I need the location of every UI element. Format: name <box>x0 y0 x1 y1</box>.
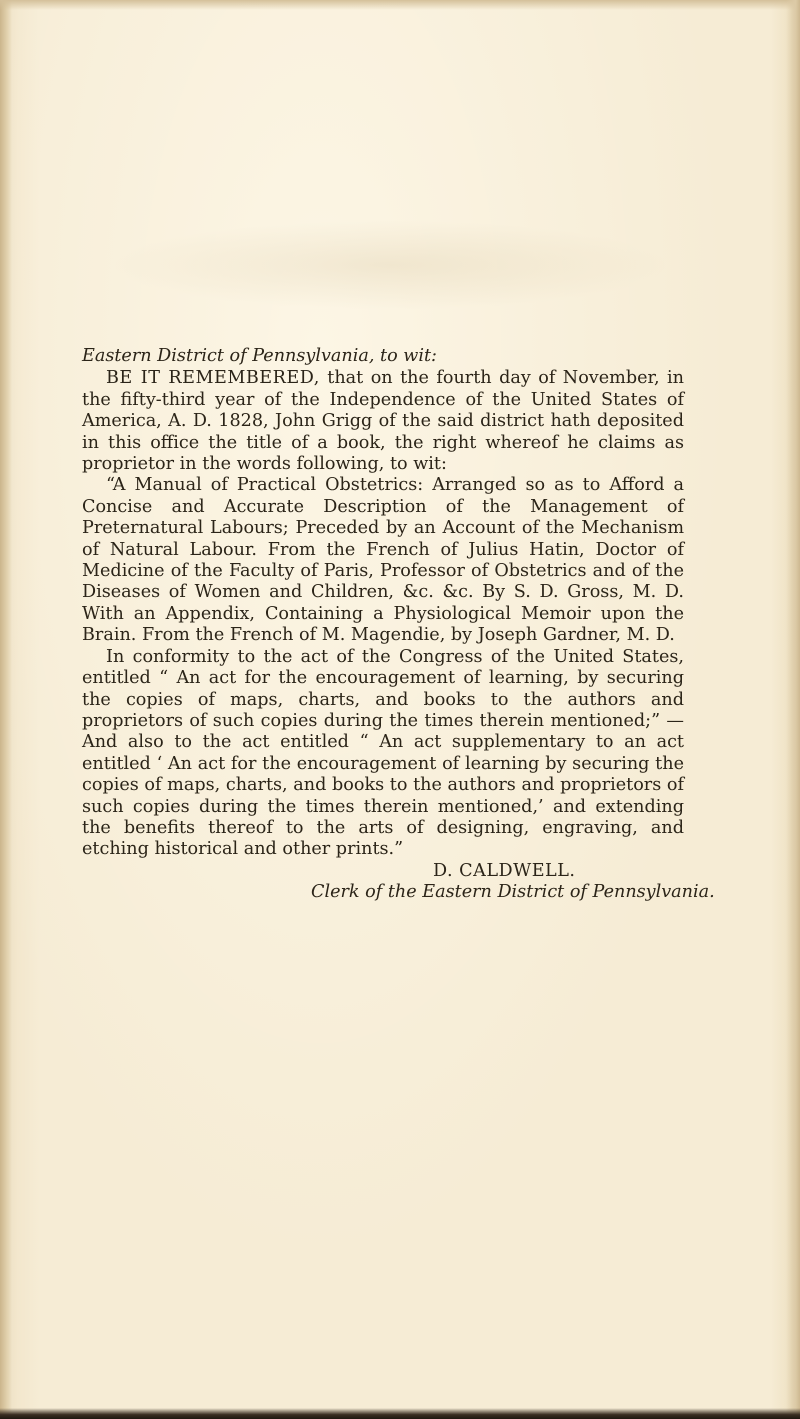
page-left-edge <box>0 0 12 1419</box>
district-heading: Eastern District of Pennsylvania, to wit: <box>82 346 437 366</box>
show-through-shadow <box>110 220 670 310</box>
page-right-edge <box>786 0 800 1419</box>
book-title-paragraph: “A Manual of Practical Obstetrics: Arranged so as to Afford a Concise and Accurate Description of the Management of Preternatural Labours; Preceded by an Account of the Mechanism of Natural Labour. From the French of Julius Hatin, Doctor of Medicine of the Faculty of Paris, Professor of Obstetrics and of the Diseases of Women and Children, &c. &c. By S. D. Gross, M. D. With an Appendix, Containing a Physiological Memoir upon the Brain. From the French of M. Magendie, by Joseph Gardner, M. D. <box>82 475 684 646</box>
copyright-notice <box>82 346 715 904</box>
clerk-signature: D. CALDWELL. <box>433 860 576 881</box>
page-top-edge <box>0 0 800 10</box>
opening-paragraph <box>82 368 684 475</box>
opening-rest: that on the fourth day of November, in the fifty-third year of the Independence of the United States of America, A. D. 1828, John Grigg of the said district hath deposited in this office the title of a book, the right whereof he claims as proprietor in the words following, to wit: <box>82 368 684 475</box>
page-bottom-edge <box>0 1408 800 1419</box>
conformity-paragraph: In conformity to the act of the Congress of the United States, entitled “ An act for the encouragement of learning, by securing the copies of maps, charts, and books to the authors and proprietors of such copies during the times therein mentioned;” —And also to the act entitled “ An act supplementary to an act entitled ‘ An act for the encouragement of learning by securing the copies of maps, charts, and books to the authors and proprietors of such copies during the times therein mentioned,’ and extending the benefits thereof to the arts of designing, engraving, and etching historical and other prints.” <box>82 646 684 860</box>
clerk-title: Clerk of the Eastern District of Pennsylvania. <box>311 882 715 903</box>
opening-lead: BE IT REMEMBERED, <box>106 368 320 389</box>
